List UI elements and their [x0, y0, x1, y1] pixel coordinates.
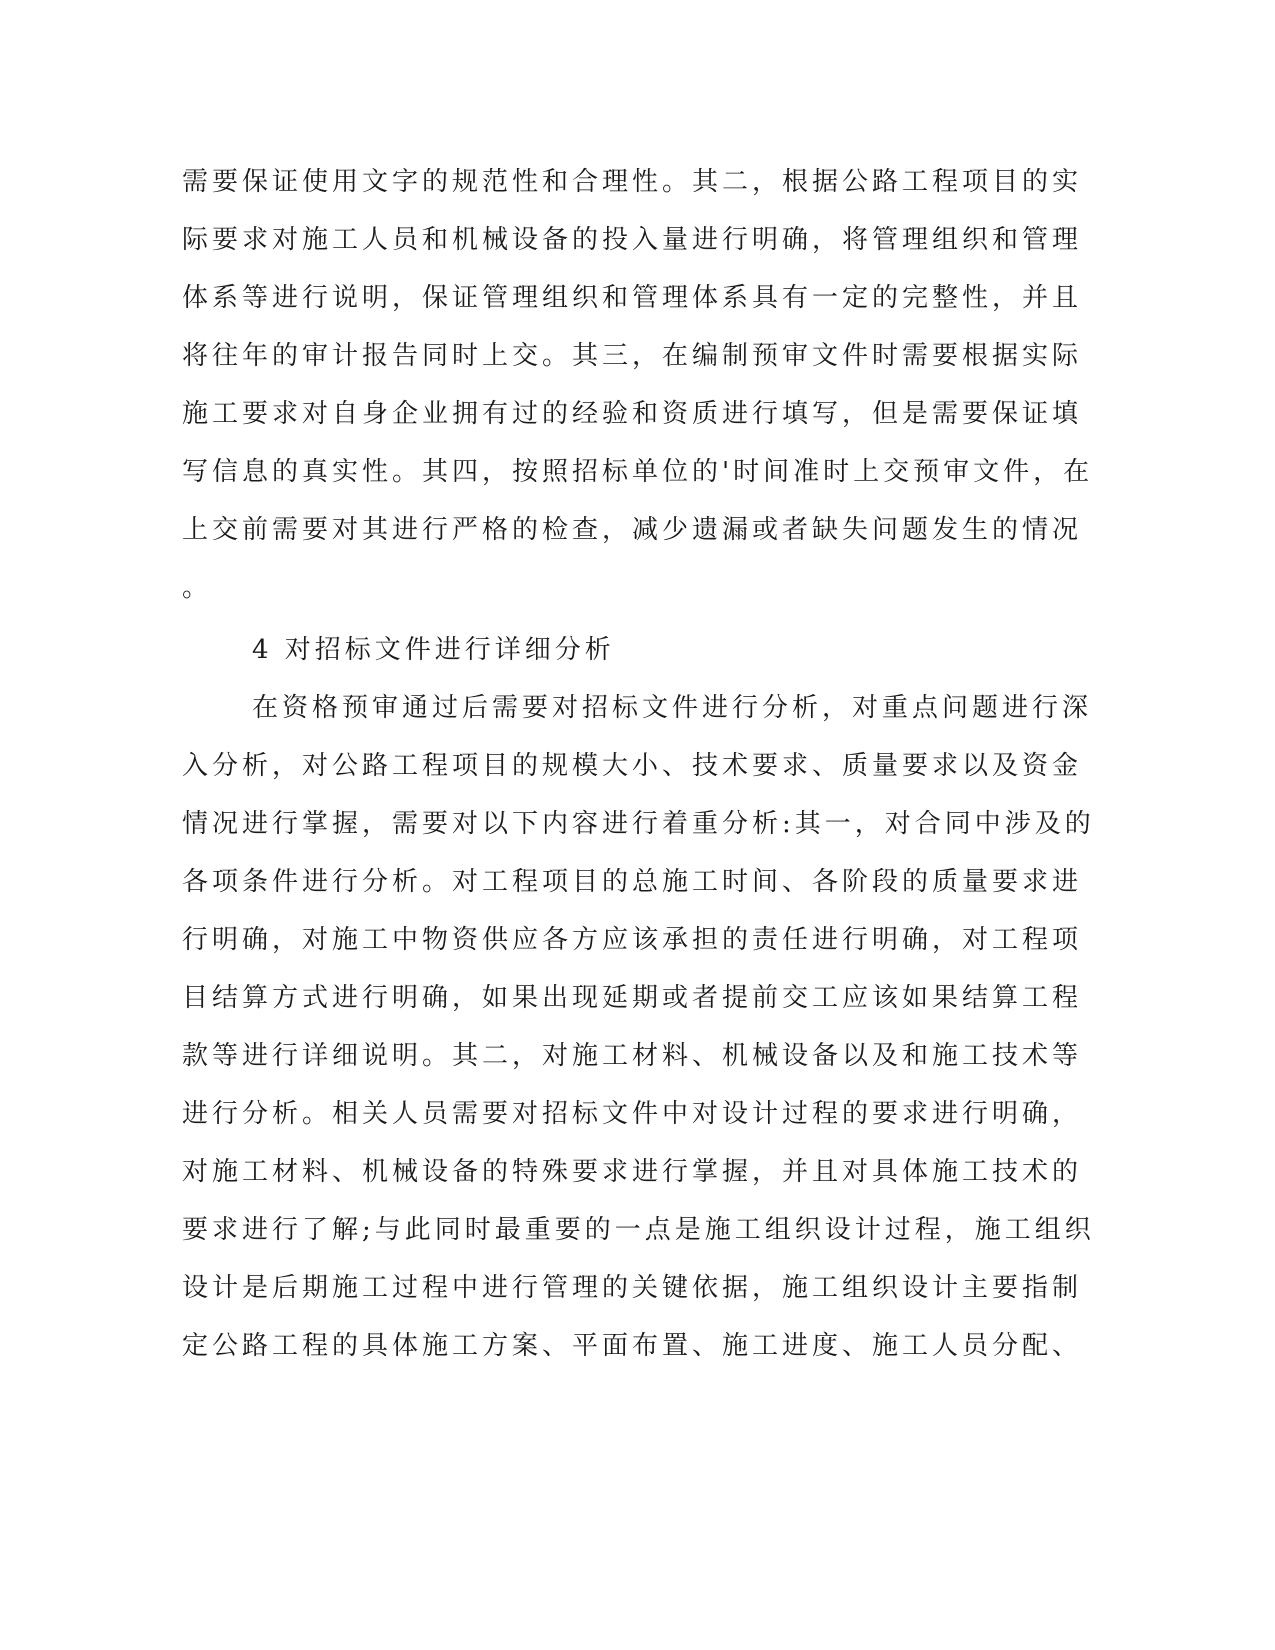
paragraph-line: 要求进行了解;与此同时最重要的一点是施工组织设计过程，施工组织 — [182, 1215, 1095, 1245]
paragraph-line: 需要保证使用文字的规范性和合理性。其二，根据公路工程项目的实 — [182, 167, 1083, 197]
paragraph-line: 目结算方式进行明确，如果出现延期或者提前交工应该如果结算工程 — [182, 983, 1083, 1013]
paragraph-line: 款等进行详细说明。其二，对施工材料、机械设备以及和施工技术等 — [182, 1041, 1083, 1071]
paragraph-line: 在资格预审通过后需要对招标文件进行分析，对重点问题进行深 — [252, 693, 1093, 723]
paragraph-line: 。 — [182, 573, 213, 603]
paragraph-line: 将往年的审计报告同时上交。其三，在编制预审文件时需要根据实际 — [182, 341, 1083, 371]
paragraph-line: 体系等进行说明，保证管理组织和管理体系具有一定的完整性，并且 — [182, 283, 1083, 313]
paragraph-line: 际要求对施工人员和机械设备的投入量进行明确，将管理组织和管理 — [182, 225, 1083, 255]
paragraph-line: 施工要求对自身企业拥有过的经验和资质进行填写，但是需要保证填 — [182, 399, 1083, 429]
section-heading: 4 对招标文件进行详细分析 — [252, 635, 615, 665]
paragraph-line: 上交前需要对其进行严格的检查，减少遗漏或者缺失问题发生的情况 — [182, 515, 1083, 545]
paragraph-line: 设计是后期施工过程中进行管理的关键依据，施工组织设计主要指制 — [182, 1273, 1083, 1303]
paragraph-line: 各项条件进行分析。对工程项目的总施工时间、各阶段的质量要求进 — [182, 867, 1083, 897]
paragraph-line: 行明确，对施工中物资供应各方应该承担的责任进行明确，对工程项 — [182, 925, 1083, 955]
paragraph-line: 情况进行掌握，需要对以下内容进行着重分析:其一，对合同中涉及的 — [182, 809, 1095, 839]
paragraph-line: 写信息的真实性。其四，按照招标单位的'时间准时上交预审文件，在 — [182, 457, 1094, 487]
paragraph-line: 进行分析。相关人员需要对招标文件中对设计过程的要求进行明确， — [182, 1099, 1083, 1129]
paragraph-line: 定公路工程的具体施工方案、平面布置、施工进度、施工人员分配、 — [182, 1331, 1083, 1361]
paragraph-line: 入分析，对公路工程项目的规模大小、技术要求、质量要求以及资金 — [182, 751, 1083, 781]
paragraph-line: 对施工材料、机械设备的特殊要求进行掌握，并且对具体施工技术的 — [182, 1157, 1083, 1187]
